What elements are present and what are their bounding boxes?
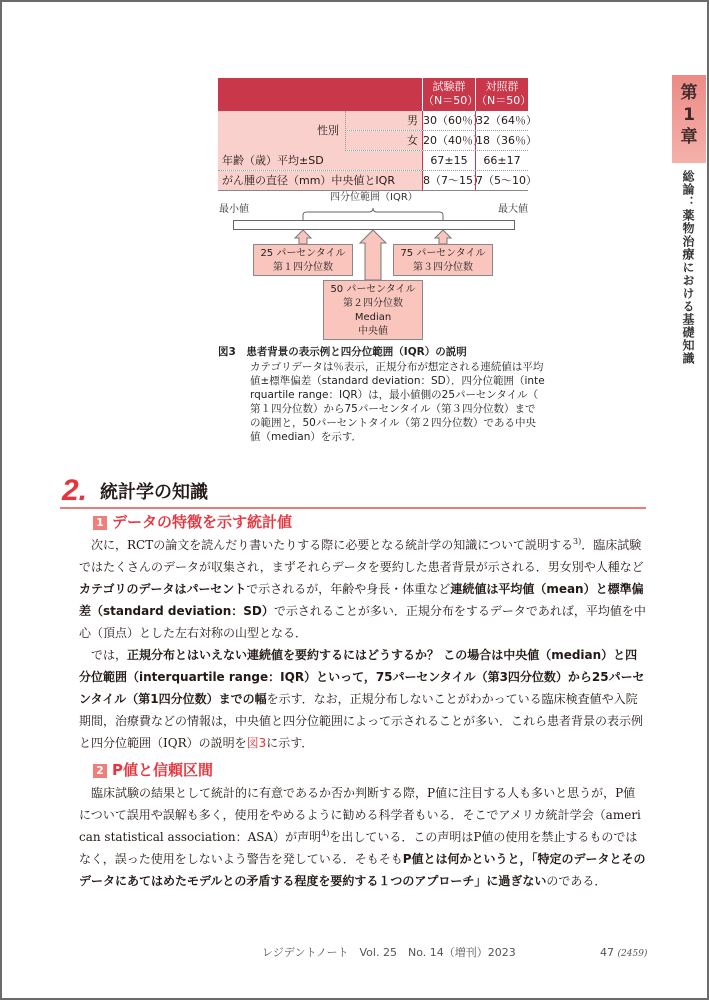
cell-control: 18（36％）	[475, 131, 528, 150]
cell-trial: 8（7〜15）	[422, 171, 475, 190]
paragraph: では，正規分布とはいえない連続値を要約するにはどうするか？ この場合は中央値（median）と四分位範囲（interquartile range：IQR）といって，75パーセンタイル（第3四分位数）から25パーセンタイル（第1四分位数）までの幅を示す．なお，正規分布しないことがわかっている臨床検査値や入院期間，治療費などの情報は，中央値と四分位範囲によって示されることが多い．これら患者背景の表示例と四分位範囲（IQR）の説明を図3に示す．	[79, 648, 645, 750]
table-row	[218, 171, 537, 191]
chapter-tab-char: 第	[680, 83, 698, 103]
patient-background-table	[218, 78, 537, 191]
header-control: 対照群 （N＝50）	[475, 78, 528, 111]
cell-trial: 67±15	[422, 151, 475, 170]
row-group: 性別	[218, 111, 346, 151]
subsection-heading: 1 データの特徴を示す統計値	[93, 512, 292, 532]
chapter-tab	[672, 75, 706, 163]
subsection-number-badge: 2	[93, 764, 107, 778]
figure-link[interactable]: 図3	[246, 736, 267, 750]
table-row	[218, 151, 528, 171]
median-box: 50 パーセンタイル 第２四分位数 Median 中央値	[323, 280, 423, 340]
cell-trial: 20（40％）	[422, 131, 475, 150]
chapter-tab-number: 1	[683, 105, 695, 125]
range-bar	[233, 220, 515, 230]
cell-control: 66±17	[475, 151, 528, 170]
cell-control: 32（64％）	[475, 111, 528, 130]
section-number: 2.	[62, 474, 88, 507]
subsection-number-badge: 1	[93, 516, 107, 530]
section-title: 統計学の知識	[100, 482, 208, 503]
section-divider	[60, 507, 646, 509]
chapter-tab-char: 章	[680, 127, 698, 147]
cell-control: 7（5〜10）	[475, 171, 528, 190]
min-label: 最小値	[219, 204, 249, 215]
header-trial: 試験群 （N＝50）	[422, 78, 475, 111]
q1-arrow-icon	[295, 230, 311, 244]
paragraph: 臨床試験の結果として統計的に有意であるか否か判断する際，P値に注目する人も多いと思うが，P値について誤用や誤解も多く，使用をやめるように勧める科学者もいる．そこでアメリカ統計学会（american statistical association：ASA）が声明$^{4)}$を出している．この声明はP値の使用を禁止するものではなく，誤った使用をしないよう警告を発している．そもそもP値とは何かというと，「特定のデータとそのデータにあてはめたモデルとの矛盾する程度を要約する１つのアプローチ」に過ぎないのである．	[79, 786, 646, 888]
caption-title: 図3 患者背景の表示例と四分位範囲（IQR）の説明	[218, 346, 467, 358]
row-label: がん腫の直径（mm）中央値とIQR	[218, 171, 422, 190]
iqr-label: 四分位範囲（IQR）	[330, 192, 418, 203]
footer-page: 47 (2459)	[600, 946, 648, 959]
row-label: 女	[346, 131, 422, 150]
q3-arrow-icon	[435, 230, 451, 244]
row-label: 年齢（歳）平均±SD	[218, 151, 422, 170]
caption-body: カテゴリデータは％表示，正規分布が想定される連続値は平均値±標準偏差（standard deviation：SD）．四分位範囲（interquartile range：IQR）は，最小値側の25パーセンタイル（第１四分位数）から75パーセンタイル（第３四分位数）までの範囲と，50パーセントタイル（第２四分位数）である中央値（median）を示す．	[250, 361, 545, 443]
chapter-side-title: 総論：薬物治療における基礎知識	[681, 170, 695, 365]
median-arrow-icon	[360, 230, 386, 280]
row-label: 男	[346, 111, 422, 130]
cell-trial: 30（60％）	[422, 111, 475, 130]
q3-box: 75 パーセンタイル 第３四分位数	[393, 244, 493, 276]
max-label: 最大値	[498, 204, 528, 215]
subsection-heading: 2 P値と信頼区間	[93, 760, 213, 780]
footer-journal: レジデントノート Vol. 25 No. 14（増刊）2023	[262, 946, 516, 959]
iqr-diagram	[215, 192, 545, 340]
table-header-row	[218, 78, 532, 111]
paragraph: 次に，RCTの論文を読んだり書いたりする際に必要となる統計学の知識について説明する$^{3)}$．臨床試験ではたくさんのデータが収集され，まずそれらデータを要約した患者背景が示される．男女別や人種などカテゴリのデータはパーセントで示されるが，年齢や身長・体重など連続値は平均値（mean）と標準偏差（standard deviation：SD）で示されることが多い．正規分布をするデータであれば，平均値を中心（頂点）とした左右対称の山型となる．	[79, 537, 646, 640]
q1-box: 25 パーセンタイル 第１四分位数	[253, 244, 353, 276]
